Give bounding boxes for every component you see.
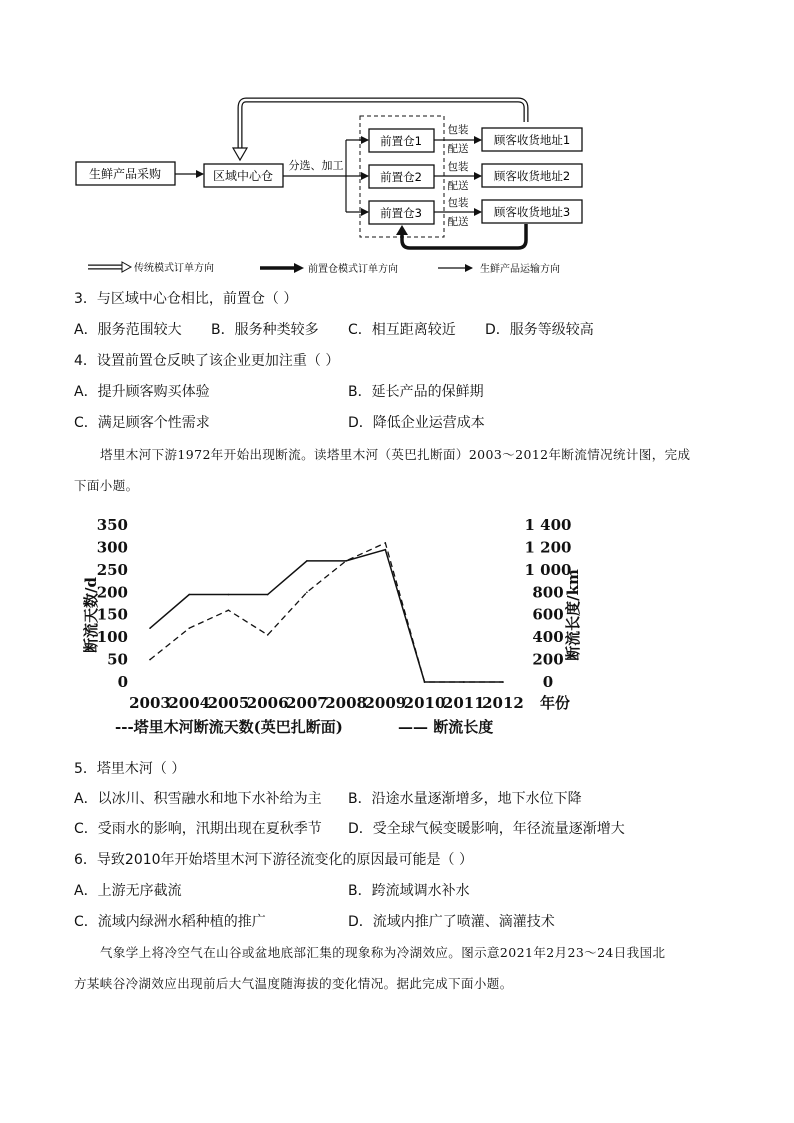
days-point <box>149 659 151 661</box>
x-tick-label: 2004 <box>168 694 211 712</box>
front-warehouse-1-label: 前置仓1 <box>380 134 422 148</box>
length-point <box>188 594 190 596</box>
front-warehouse-3-label: 前置仓3 <box>380 206 422 220</box>
left-tick-label: 300 <box>96 538 128 557</box>
q5-option-a[interactable]: A．以冰川、积雪融水和地下水补给为主 <box>74 791 322 807</box>
length-point <box>424 681 426 683</box>
x-tick-label: 2007 <box>286 694 328 712</box>
customer-3-label: 顾客收货地址3 <box>493 205 571 219</box>
x-tick-label: 2003 <box>129 694 171 712</box>
q6-option-d[interactable]: D．流域内推广了喷灌、滴灌技术 <box>348 914 555 930</box>
q6-option-c[interactable]: C．流域内绿洲水稻种植的推广 <box>74 914 266 930</box>
left-axis-label: 断流天数/d <box>82 577 100 653</box>
length-point <box>463 681 465 683</box>
tarim-river-chart <box>0 515 794 745</box>
x-tick-label: 2010 <box>403 694 446 712</box>
right-tick-label: 400 <box>532 628 564 647</box>
left-tick-label: 150 <box>96 605 128 624</box>
legend-transport-label: 生鲜产品运输方向 <box>480 264 560 275</box>
x-tick-label: 2005 <box>207 694 250 712</box>
q4-option-d[interactable]: D．降低企业运营成本 <box>348 415 485 431</box>
supply-chain-diagram <box>0 0 794 285</box>
deliver-label-1: 配送 <box>447 143 469 155</box>
center-warehouse-label: 区域中心仓 <box>212 169 274 183</box>
x-tick-label: 2012 <box>482 694 524 712</box>
x-tick-label: 2009 <box>364 694 407 712</box>
days-point <box>267 634 269 636</box>
right-axis-label: 断流长度/km <box>564 569 582 661</box>
legend-days-label: ---塔里木河断流天数(英巴扎断面) <box>115 718 343 736</box>
front-warehouse-2-label: 前置仓2 <box>380 170 422 184</box>
intro1-line1: 塔里木河下游1972年开始出现断流。读塔里木河（英巴扎断面）2003～2012年断流情况统计图，完成 <box>100 447 691 462</box>
legend-front-warehouse-symbol <box>260 263 304 273</box>
customer-1-label: 顾客收货地址1 <box>493 133 571 147</box>
days-point <box>228 609 230 611</box>
days-point <box>385 542 387 544</box>
q3-option-c[interactable]: C．相互距离较近 <box>348 322 456 338</box>
q3-option-b[interactable]: B．服务种类较多 <box>211 322 319 338</box>
x-tick-label: 2011 <box>442 694 485 712</box>
left-tick-label: 50 <box>107 650 128 669</box>
length-point <box>345 560 347 562</box>
length-point <box>306 560 308 562</box>
left-tick-label: 250 <box>96 560 128 579</box>
days-point <box>306 591 308 593</box>
q3-stem: 3．与区域中心仓相比，前置仓（ ） <box>74 291 298 307</box>
right-tick-label: 1 200 <box>524 538 572 557</box>
q6-stem: 6．导致2010年开始塔里木河下游径流变化的原因最可能是（ ） <box>74 852 473 868</box>
pack-label-1: 包装 <box>447 124 469 136</box>
legend-length-label: —— 断流长度 <box>398 718 494 736</box>
pack-label-2: 包装 <box>447 161 469 173</box>
length-point <box>149 627 151 629</box>
q6-option-b[interactable]: B．跨流域调水补水 <box>348 883 470 899</box>
length-point <box>385 549 387 551</box>
q3-option-a[interactable]: A．服务范围较大 <box>74 322 182 338</box>
q5-option-d[interactable]: D．受全球气候变暖影响，年径流量逐渐增大 <box>348 821 625 837</box>
q5-stem: 5．塔里木河（ ） <box>74 761 186 777</box>
left-tick-label: 350 <box>96 516 128 534</box>
right-tick-label: 1 400 <box>524 516 572 534</box>
left-tick-label: 200 <box>96 583 128 602</box>
q4-option-c[interactable]: C．满足顾客个性需求 <box>74 415 210 431</box>
q4-stem: 4．设置前置仓反映了该企业更加注重（ ） <box>74 353 340 369</box>
series-line-days <box>150 543 503 682</box>
right-tick-label: 600 <box>532 605 564 624</box>
legend-traditional-label: 传统模式订单方向 <box>134 263 214 274</box>
x-tick-label: 2006 <box>246 694 289 712</box>
intro2-line1: 气象学上将冷空气在山谷或盆地底部汇集的现象称为冷湖效应。图示意2021年2月23～24日我国北 <box>100 945 666 960</box>
deliver-label-2: 配送 <box>447 180 469 192</box>
legend-front-warehouse-label: 前置仓模式订单方向 <box>308 264 398 275</box>
pack-label-3: 包装 <box>447 197 469 209</box>
q5-option-b[interactable]: B．沿途水量逐渐增多，地下水位下降 <box>348 791 582 807</box>
right-tick-label: 0 <box>542 673 554 691</box>
right-tick-label: 800 <box>532 583 564 602</box>
intro1-line2: 下面小题。 <box>74 478 139 493</box>
series-line-length <box>150 550 503 682</box>
length-point <box>228 594 230 596</box>
right-tick-label: 1 000 <box>524 560 572 579</box>
q3-option-d[interactable]: D．服务等级较高 <box>485 322 594 338</box>
q6-option-a[interactable]: A．上游无序截流 <box>74 883 182 899</box>
q4-option-b[interactable]: B．延长产品的保鲜期 <box>348 384 484 400</box>
q5-option-c[interactable]: C．受雨水的影响，汛期出现在夏秋季节 <box>74 821 322 837</box>
sort-process-label: 分选、加工 <box>288 159 344 172</box>
days-point <box>188 627 190 629</box>
right-tick-label: 200 <box>532 650 564 669</box>
left-tick-label: 0 <box>117 673 128 691</box>
x-axis-label: 年份 <box>540 694 571 712</box>
deliver-label-3: 配送 <box>447 216 469 228</box>
x-tick-label: 2008 <box>325 694 367 712</box>
legend-traditional-symbol <box>88 262 131 272</box>
customer-2-label: 顾客收货地址2 <box>493 169 571 183</box>
intro2-line2: 方某峡谷冷湖效应出现前后大气温度随海拔的变化情况。据此完成下面小题。 <box>74 976 513 991</box>
left-tick-label: 100 <box>96 628 128 647</box>
branch-arrows <box>283 140 368 212</box>
procure-label: 生鲜产品采购 <box>88 167 162 181</box>
length-point <box>502 681 504 683</box>
q4-option-a[interactable]: A．提升顾客购买体验 <box>74 384 210 400</box>
length-point <box>267 594 269 596</box>
